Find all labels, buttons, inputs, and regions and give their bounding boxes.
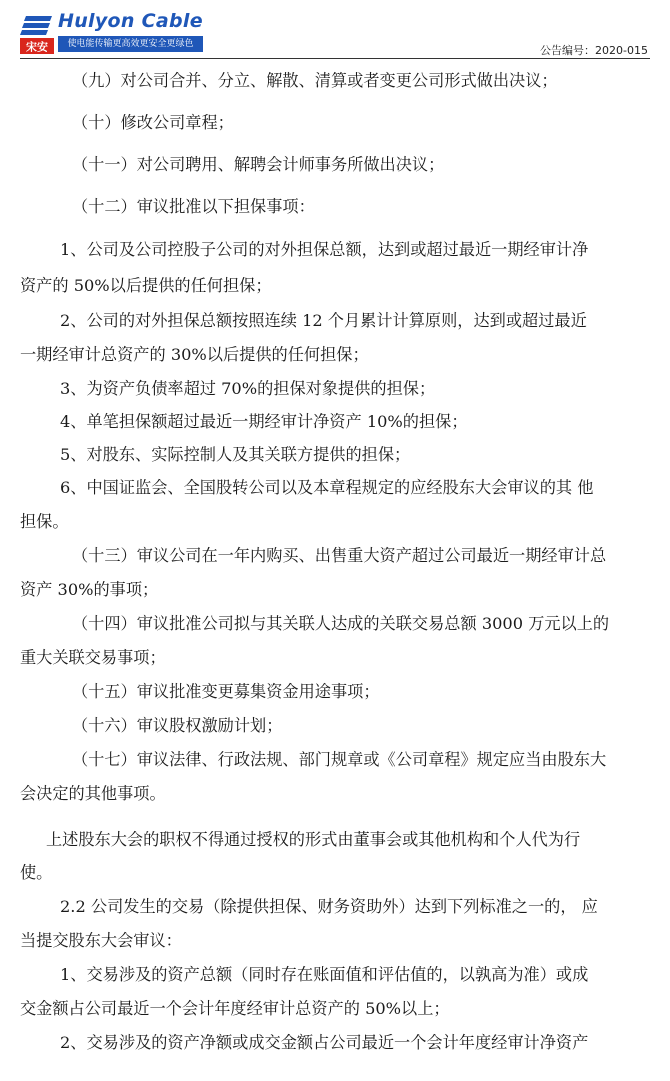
guarantee-1-line-2: 资产的 50%以后提供的任何担保；	[20, 276, 272, 295]
guarantee-2-line-2: 一期经审计总资产的 30%以后提供的任何担保；	[20, 345, 369, 364]
item-11: （十一）对公司聘用、解聘会计师事务所做出决议；	[72, 155, 445, 174]
page-header	[0, 0, 670, 62]
guarantee-5: 5、对股东、实际控制人及其关联方提供的担保；	[60, 445, 411, 464]
trade-1-line-1: 1、交易涉及的资产总额（同时存在账面值和评估值的，以孰高为准）或成	[60, 965, 589, 984]
item-14-line-1: （十四）审议批准公司拟与其关联人达成的关联交易总额 3000 万元以上的	[72, 614, 610, 633]
header-divider	[20, 58, 650, 59]
guarantee-2-line-1: 2、公司的对外担保总额按照连续 12 个月累计计算原则，达到或超过最近	[60, 311, 587, 330]
item-16: （十六）审议股权激励计划；	[72, 716, 283, 735]
section-2-2-line-1: 2.2 公司发生的交易（除提供担保、财务资助外）达到下列标准之一的， 应	[60, 897, 598, 916]
summary-line-1: 上述股东大会的职权不得通过授权的形式由董事会或其他机构和个人代为行	[46, 830, 581, 849]
logo-brand-name: Hulyon Cable	[58, 10, 203, 32]
guarantee-1-line-1: 1、公司及公司控股子公司的对外担保总额，达到或超过最近一期经审计净	[60, 240, 589, 259]
company-logo	[20, 10, 203, 58]
guarantee-3: 3、为资产负债率超过 70%的担保对象提供的担保；	[60, 379, 436, 398]
summary-line-2: 使。	[20, 863, 53, 882]
item-15: （十五）审议批准变更募集资金用途事项；	[72, 682, 380, 701]
guarantee-6-line-2: 担保。	[20, 512, 69, 531]
guarantee-4: 4、单笔担保额超过最近一期经审计净资产 10%的担保；	[60, 412, 468, 431]
logo-slogan: 使电能传输更高效更安全更绿色	[58, 36, 203, 52]
item-17-line-2: 会决定的其他事项。	[20, 784, 166, 803]
item-13-line-2: 资产 30%的事项；	[20, 580, 159, 599]
item-9: （九）对公司合并、分立、解散、清算或者变更公司形式做出决议；	[72, 71, 558, 90]
trade-2-line-1: 2、交易涉及的资产净额或成交金额占公司最近一个会计年度经审计净资产	[60, 1033, 589, 1052]
item-13-line-1: （十三）审议公司在一年内购买、出售重大资产超过公司最近一期经审计总	[72, 546, 607, 565]
section-2-2-line-2: 当提交股东大会审议：	[20, 931, 182, 950]
trade-1-line-2: 交金额占公司最近一个会计年度经审计总资产的 50%以上；	[20, 999, 450, 1018]
cable-logo-icon	[20, 12, 56, 56]
item-12: （十二）审议批准以下担保事项：	[72, 197, 315, 216]
guarantee-6-line-1: 6、中国证监会、全国股转公司以及本章程规定的应经股东大会审议的其 他	[60, 478, 594, 497]
logo-mark-text: 宋安	[26, 40, 48, 54]
item-17-line-1: （十七）审议法律、行政法规、部门规章或《公司章程》规定应当由股东大	[72, 750, 607, 769]
item-14-line-2: 重大关联交易事项；	[20, 648, 166, 667]
item-10: （十）修改公司章程；	[72, 113, 234, 132]
announcement-number: 公告编号：2020-015	[540, 44, 648, 57]
